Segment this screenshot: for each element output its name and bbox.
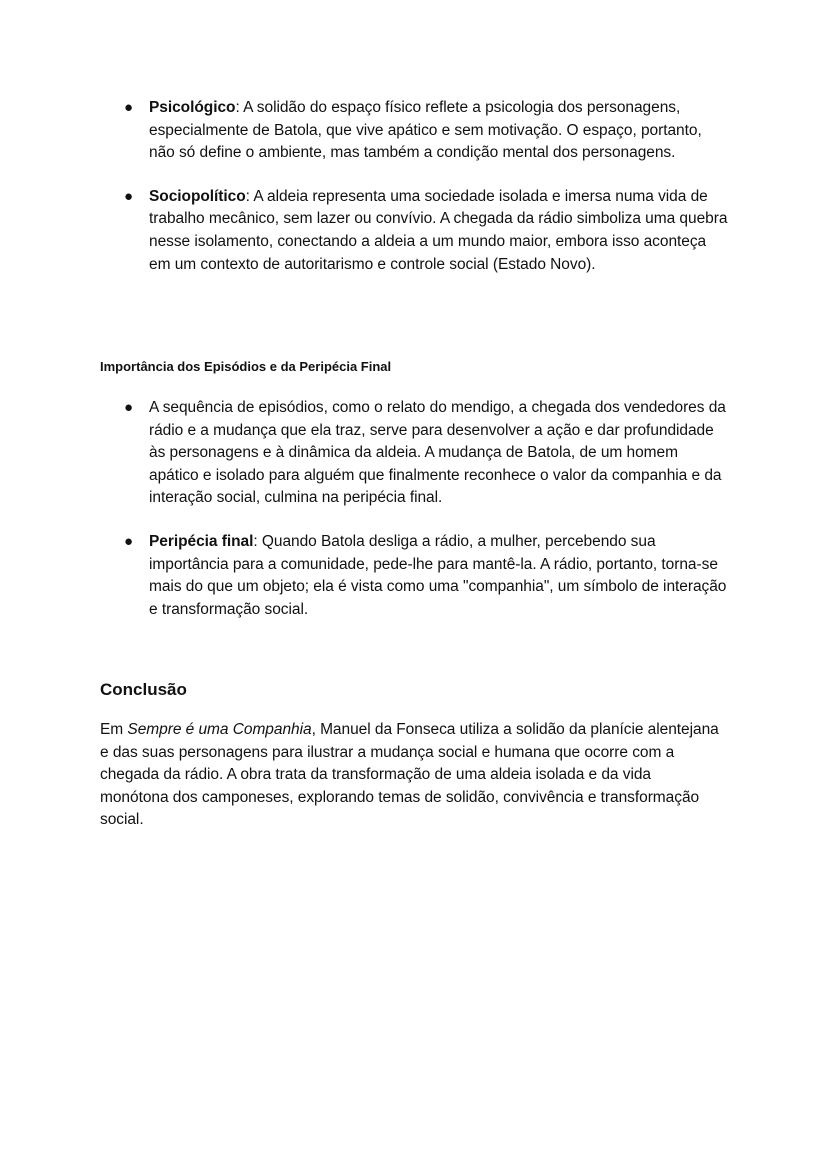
conclusion-paragraph bbox=[100, 719, 720, 832]
bullet-icon: ● bbox=[124, 187, 134, 205]
conclusion-body: , Manuel da Fonseca utiliza a solidão da planície alentejana e das suas personagens para ilustrar a mudança social e humana que ocorre com a chegada da rádio. A obra trata da transformação de uma aldeia isolada e da vida monótona dos camponeses, explorando temas de solidão, convivência e transformação social. bbox=[100, 721, 719, 829]
list-item-psicologico bbox=[0, 97, 729, 165]
bullet-icon: ● bbox=[124, 399, 134, 416]
item-term: Psicológico bbox=[149, 99, 236, 116]
list-item-peripecia-final bbox=[0, 531, 729, 621]
bullet-icon: ● bbox=[124, 532, 134, 550]
item-term: Sociopolítico bbox=[149, 187, 246, 205]
conclusion-intro: Em bbox=[100, 721, 128, 738]
section-heading-episodios: Importância dos Episódios e da Peripécia Final bbox=[100, 359, 392, 374]
conclusion-heading: Conclusão bbox=[100, 680, 187, 699]
bullet-list-episodios bbox=[0, 397, 828, 621]
bullet-list-space-types bbox=[0, 97, 828, 276]
item-text: A sequência de episódios, como o relato do mendigo, a chegada dos vendedores da rádio e a mudança que ela traz, serve para desenvolver a ação e dar profundidade às personagens e à dinâmica da aldeia. A mudança de Batola, de um homem apático e isolado para alguém que finalmente reconhece o valor da companhia e da interação social, culmina na peripécia final. bbox=[149, 399, 726, 507]
item-text: : A aldeia representa uma sociedade isolada e imersa numa vida de trabalho mecânico, sem lazer ou convívio. A chegada da rádio simboliza uma quebra nesse isolamento, conectando a aldeia a um mundo maior, embora isso aconteça em um contexto de autoritarismo e controle social (Estado Novo). bbox=[149, 187, 728, 273]
list-item-sociopolitico bbox=[0, 186, 729, 276]
item-text: : Quando Batola desliga a rádio, a mulher, percebendo sua importância para a comunidade, pede-lhe para mantê-la. A rádio, portanto, torna-se mais do que um objeto; ela é vista como uma "companhia", um símbolo de interação e transformação social. bbox=[149, 532, 727, 618]
book-title: Sempre é uma Companhia bbox=[127, 721, 312, 738]
list-item-sequencia bbox=[0, 397, 729, 510]
item-term: Peripécia final bbox=[149, 532, 254, 550]
bullet-icon: ● bbox=[124, 99, 134, 116]
item-text: : A solidão do espaço físico reflete a psicologia dos personagens, especialmente de Batola, que vive apático e sem motivação. O espaço, portanto, não só define o ambiente, mas também a condição mental dos personagens. bbox=[149, 99, 702, 162]
